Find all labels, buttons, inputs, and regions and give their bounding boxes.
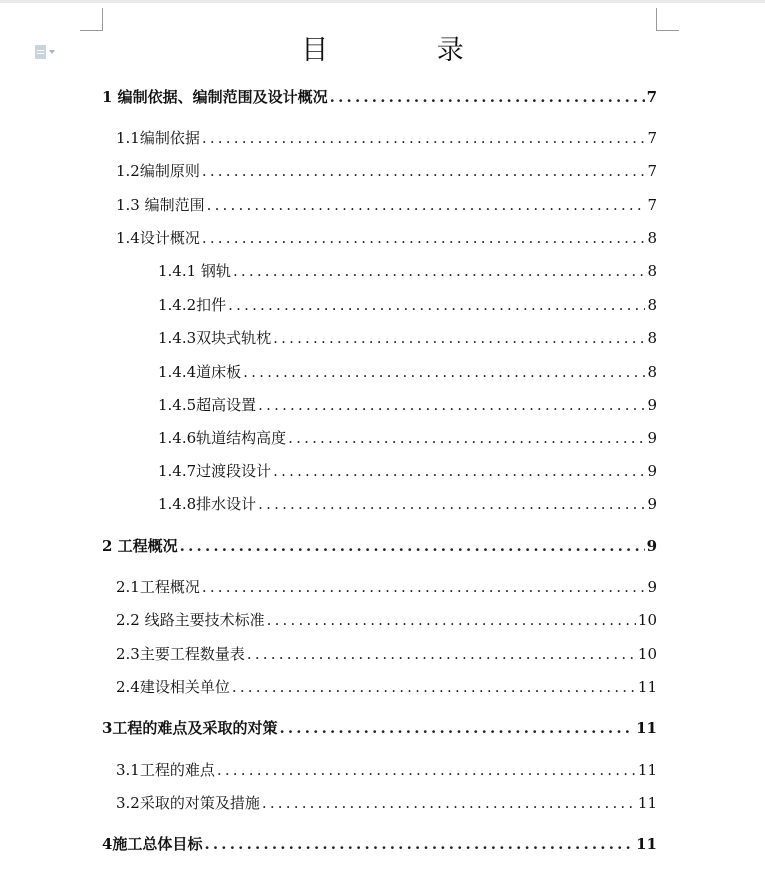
toc-page-number: 9: [646, 537, 657, 555]
toc-page-number: 11: [636, 719, 657, 737]
toc-entry-text: 1.3 编制范围: [116, 196, 205, 214]
toc-entry-text: 1.4.5超高设置: [158, 396, 257, 414]
toc-leader-dots: [243, 361, 645, 383]
toc-entry-text: 3工程的难点及采取的对策: [102, 719, 278, 737]
toc-entry-text: 4施工总体目标: [102, 835, 203, 853]
toc-leader-dots: [267, 609, 636, 631]
toc-entry[interactable]: [158, 460, 657, 482]
toc-page-number: 9: [647, 578, 657, 596]
toc-page-number: 11: [637, 794, 657, 812]
toc-entry[interactable]: [116, 792, 657, 814]
toc-entry-text: 3.2采取的对策及措施: [116, 794, 260, 812]
toc-page-number: 8: [647, 262, 657, 280]
toc-entry[interactable]: [158, 427, 657, 449]
toc-entry-text: 1.4设计概况: [116, 229, 200, 247]
toc-leader-dots: [330, 86, 645, 108]
toc-entry[interactable]: [116, 576, 657, 598]
margin-corner-mark-right: [656, 8, 679, 31]
toc-page-number: 8: [647, 363, 657, 381]
toc-entry-text: 1.1编制依据: [116, 129, 200, 147]
toc-leader-dots: [247, 643, 636, 665]
toc-entry-text: 1 编制依据、编制范围及设计概况: [102, 88, 328, 106]
toc-entry-text: 1.4.3双块式轨枕: [158, 329, 272, 347]
toc-entry-text: 2 工程概况: [102, 537, 178, 555]
toc-entry-text: 1.4.7过渡段设计: [158, 462, 272, 480]
toc-entry[interactable]: [102, 86, 657, 108]
toc-entry-text: 2.2 线路主要技术标准: [116, 611, 265, 629]
page-title: 目 录: [301, 35, 514, 66]
toc-leader-dots: [279, 717, 634, 739]
toc-entry[interactable]: [158, 260, 657, 282]
toc-leader-dots: [204, 833, 634, 855]
toc-page-number: 11: [637, 678, 657, 696]
toc-page-number: 8: [647, 229, 657, 247]
toc-entry[interactable]: [102, 833, 657, 855]
toc-entry-text: 2.4建设相关单位: [116, 678, 230, 696]
toc-page-number: 11: [636, 835, 657, 853]
toc-page-number: 9: [647, 462, 657, 480]
toc-entry-text: 1.4.1 钢轨: [158, 262, 231, 280]
toc-leader-dots: [228, 294, 645, 316]
toc-entry[interactable]: [102, 717, 657, 739]
toc-page-number: 10: [637, 611, 657, 629]
toc-leader-dots: [202, 227, 645, 249]
toc-entry[interactable]: [116, 127, 657, 149]
toc-entry[interactable]: [158, 394, 657, 416]
toc-leader-dots: [180, 535, 645, 557]
toc-leader-dots: [202, 160, 645, 182]
toc-entry[interactable]: [116, 609, 657, 631]
toc-leader-dots: [207, 194, 645, 216]
toc-entry[interactable]: [158, 327, 657, 349]
toc-page-number: 9: [647, 396, 657, 414]
toc-entry-text: 1.4.2扣件: [158, 296, 227, 314]
toc-leader-dots: [262, 792, 636, 814]
toc-page-number: 8: [647, 329, 657, 347]
margin-corner-mark-left: [80, 8, 103, 31]
toc-entry[interactable]: [158, 493, 657, 515]
toc-leader-dots: [273, 460, 645, 482]
toc-entry[interactable]: [102, 535, 657, 557]
toc-entry[interactable]: [158, 294, 657, 316]
toc-entry-text: 1.2编制原则: [116, 162, 200, 180]
toc-entry[interactable]: [116, 759, 657, 781]
toc-page-number: 7: [647, 129, 657, 147]
toc-entry[interactable]: [158, 361, 657, 383]
toc-page-number: 9: [647, 429, 657, 447]
toc-leader-dots: [202, 127, 645, 149]
toc-leader-dots: [258, 493, 645, 515]
toc-leader-dots: [217, 759, 636, 781]
page-top-edge: [0, 0, 765, 3]
toc-entry-text: 2.3主要工程数量表: [116, 645, 245, 663]
toc-leader-dots: [232, 676, 636, 698]
toc-leader-dots: [202, 576, 645, 598]
toc-entry[interactable]: [116, 227, 657, 249]
toc-entry-text: 3.1工程的难点: [116, 761, 215, 779]
toc-entry-text: 2.1工程概况: [116, 578, 200, 596]
toc-page-number: 8: [647, 296, 657, 314]
toc-leader-dots: [258, 394, 645, 416]
toc-leader-dots: [233, 260, 645, 282]
toc-entry[interactable]: [116, 194, 657, 216]
toc-page-number: 10: [637, 645, 657, 663]
toc-page-number: 9: [647, 495, 657, 513]
toc-entry-text: 1.4.4道床板: [158, 363, 242, 381]
toc-page-number: 7: [647, 196, 657, 214]
toc-page-number: 7: [646, 88, 657, 106]
toc-entry-text: 1.4.8排水设计: [158, 495, 257, 513]
toc-entry-text: 1.4.6轨道结构高度: [158, 429, 287, 447]
toc-page-number: 11: [637, 761, 657, 779]
toc-leader-dots: [288, 427, 645, 449]
toc-page-number: 7: [647, 162, 657, 180]
toc-entry[interactable]: [116, 676, 657, 698]
toc-entry[interactable]: [116, 160, 657, 182]
toc-leader-dots: [273, 327, 645, 349]
toc-entry[interactable]: [116, 643, 657, 665]
